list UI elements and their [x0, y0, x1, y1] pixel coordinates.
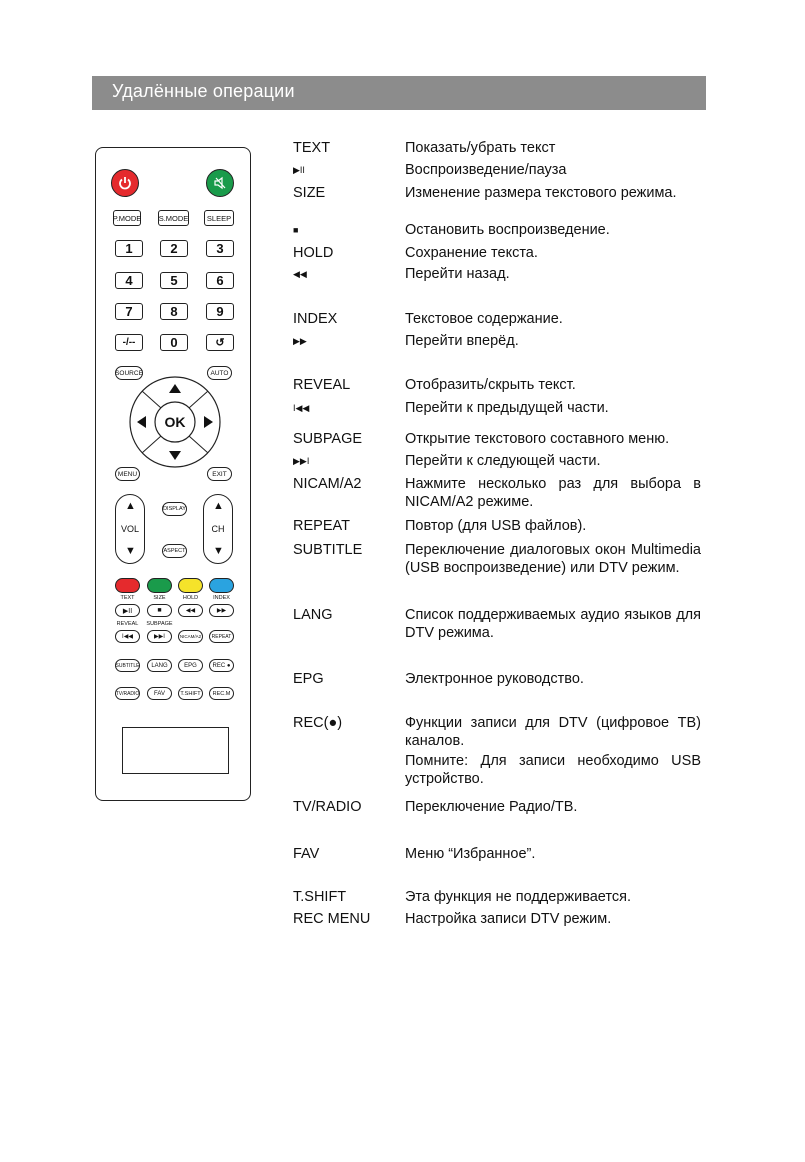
digit-3-button[interactable]: 3	[206, 240, 234, 257]
item-desc: Повтор (для USB файлов).	[405, 518, 587, 534]
previous-icon: I◀◀	[122, 634, 133, 640]
volume-down-icon[interactable]: ▼	[125, 545, 136, 557]
fast-forward-icon: ▶▶	[293, 336, 307, 346]
power-button[interactable]	[111, 169, 139, 197]
hold-label: HOLD	[182, 595, 199, 601]
item-desc: Список поддерживаемых аудио языков для DTV режима.	[405, 607, 701, 641]
channel-rocker[interactable]	[203, 494, 233, 564]
epg-button[interactable]: EPG	[178, 659, 203, 672]
item-key: SUBPAGE	[293, 431, 363, 447]
arrow-down-icon	[169, 451, 181, 460]
auto-button[interactable]: AUTO	[207, 366, 232, 380]
item-key: REVEAL	[293, 377, 351, 393]
ir-window	[122, 727, 229, 774]
p-mode-button[interactable]: P.MODE	[113, 210, 141, 226]
display-button[interactable]: DISPLAY	[162, 502, 187, 516]
digit-6-button[interactable]: 6	[206, 272, 234, 289]
item-key: SIZE	[293, 185, 326, 201]
section-header	[92, 76, 706, 110]
text-label: TEXT	[120, 595, 135, 601]
aspect-button[interactable]: ASPECT	[162, 544, 187, 558]
ok-button[interactable]: OK	[164, 414, 186, 430]
rewind-button[interactable]	[178, 604, 203, 617]
item-key: REC MENU	[293, 911, 371, 927]
fast-forward-icon: ▶▶	[216, 608, 227, 614]
exit-button[interactable]: EXIT	[207, 467, 232, 481]
item-desc: Текстовое содержание.	[405, 311, 563, 327]
item-key: INDEX	[293, 311, 338, 327]
item-desc: Остановить воспроизведение.	[405, 222, 610, 238]
item-desc: Перейти вперёд.	[405, 333, 519, 349]
item-desc: Отобразить/скрыть текст.	[405, 377, 576, 393]
rec-button[interactable]: REC ●	[209, 659, 234, 672]
mute-icon	[213, 176, 227, 190]
play-pause-icon: ▶II	[293, 165, 305, 175]
remote-control	[95, 147, 251, 801]
next-icon: ▶▶I	[154, 634, 165, 640]
red-key[interactable]	[115, 578, 140, 593]
digit-2-button[interactable]: 2	[160, 240, 188, 257]
item-key: SUBTITLE	[293, 542, 363, 558]
digit-5-button[interactable]: 5	[160, 272, 188, 289]
channel-up-icon[interactable]: ▲	[213, 500, 224, 512]
digit-0-button[interactable]: 0	[160, 334, 188, 351]
item-desc: Открытие текстового составного меню.	[405, 431, 670, 447]
volume-rocker[interactable]	[115, 494, 145, 564]
stop-icon: ■	[293, 225, 299, 235]
item-key: EPG	[293, 671, 324, 687]
rewind-icon: ◀◀	[185, 608, 196, 614]
item-key: HOLD	[293, 245, 334, 261]
item-desc: Настройка записи DTV режим.	[405, 911, 612, 927]
item-desc: Показать/убрать текст	[405, 140, 556, 156]
volume-label: VOL	[120, 524, 139, 534]
stop-icon: ■	[157, 607, 162, 614]
rec-menu-button[interactable]: REC.M	[209, 687, 234, 700]
item-desc: Эта функция не поддерживается.	[405, 889, 631, 905]
blue-key[interactable]	[209, 578, 234, 593]
item-desc: Изменение размера текстового режима.	[405, 185, 677, 201]
item-note: Помните: Для записи необходимо USB устройство.	[405, 753, 701, 787]
item-key: REC(●)	[293, 715, 343, 731]
next-button[interactable]	[147, 630, 172, 643]
green-key[interactable]	[147, 578, 172, 593]
sleep-button[interactable]: SLEEP	[204, 210, 234, 226]
mute-button[interactable]	[206, 169, 234, 197]
recall-button[interactable]: ↺	[206, 334, 234, 351]
s-mode-button[interactable]: S.MODE	[158, 210, 189, 226]
reveal-label: REVEAL	[116, 621, 139, 627]
channel-down-icon[interactable]: ▼	[213, 545, 224, 557]
item-desc: Перейти к следующей части.	[405, 453, 601, 469]
yellow-key[interactable]	[178, 578, 203, 593]
lang-button[interactable]: LANG	[147, 659, 172, 672]
next-icon: ▶▶I	[293, 456, 310, 466]
size-label: SIZE	[153, 595, 166, 601]
item-key: T.SHIFT	[293, 889, 347, 905]
subtitle-button[interactable]: SUBTITLE	[115, 659, 140, 672]
play-pause-button[interactable]	[115, 604, 140, 617]
item-desc: Сохранение текста.	[405, 245, 538, 261]
arrow-left-icon	[137, 416, 146, 428]
item-key: NICAM/A2	[293, 476, 362, 492]
play-pause-icon: ▶II	[122, 607, 133, 615]
nicam-button[interactable]: NICAM/A2	[178, 630, 203, 643]
tv-radio-button[interactable]: TV/RADIO	[115, 687, 140, 700]
item-desc: Меню “Избранное”.	[405, 846, 536, 862]
item-desc: Перейти к предыдущей части.	[405, 400, 609, 416]
item-key: LANG	[293, 607, 333, 623]
arrow-up-icon	[169, 384, 181, 393]
item-desc: Функции записи для DTV (цифровое ТВ) каналов.	[405, 715, 701, 749]
arrow-right-icon	[204, 416, 213, 428]
channel-label: CH	[211, 524, 225, 534]
section-title: Удалённые операции	[112, 81, 295, 101]
item-key: TEXT	[293, 140, 331, 156]
index-label: INDEX	[213, 595, 230, 601]
digit-4-button[interactable]: 4	[115, 272, 143, 289]
subpage-label: SUBPAGE	[146, 621, 173, 627]
digit-7-button[interactable]: 7	[115, 303, 143, 320]
digit-1-button[interactable]: 1	[115, 240, 143, 257]
source-button[interactable]: SOURCE	[115, 366, 143, 380]
digit-8-button[interactable]: 8	[160, 303, 188, 320]
item-key: TV/RADIO	[293, 799, 362, 815]
forward-button[interactable]	[209, 604, 234, 617]
item-desc: Переключение Радио/ТВ.	[405, 799, 578, 815]
item-desc: Воспроизведение/пауза	[405, 162, 567, 178]
stop-button[interactable]	[147, 604, 172, 617]
digit-9-button[interactable]: 9	[206, 303, 234, 320]
rewind-icon: ◀◀	[293, 269, 307, 279]
previous-icon: I◀◀	[293, 403, 310, 413]
item-key: FAV	[293, 846, 320, 862]
repeat-button[interactable]: REPEAT	[209, 630, 234, 643]
dash-button[interactable]: -/--	[115, 334, 143, 351]
previous-button[interactable]	[115, 630, 140, 643]
item-desc: Перейти назад.	[405, 266, 510, 282]
item-desc: Электронное руководство.	[405, 671, 584, 687]
t-shift-button[interactable]: T.SHIFT	[178, 687, 203, 700]
fav-button[interactable]: FAV	[147, 687, 172, 700]
menu-button[interactable]: MENU	[115, 467, 140, 481]
volume-up-icon[interactable]: ▲	[125, 500, 136, 512]
item-desc: Переключение диалоговых окон Multimedia (USB воспроизведение) или DTV режим.	[405, 542, 701, 576]
item-key: REPEAT	[293, 518, 350, 534]
power-icon	[118, 176, 132, 190]
item-desc: Нажмите несколько раз для выбора в NICAM/A2 режиме.	[405, 476, 701, 510]
